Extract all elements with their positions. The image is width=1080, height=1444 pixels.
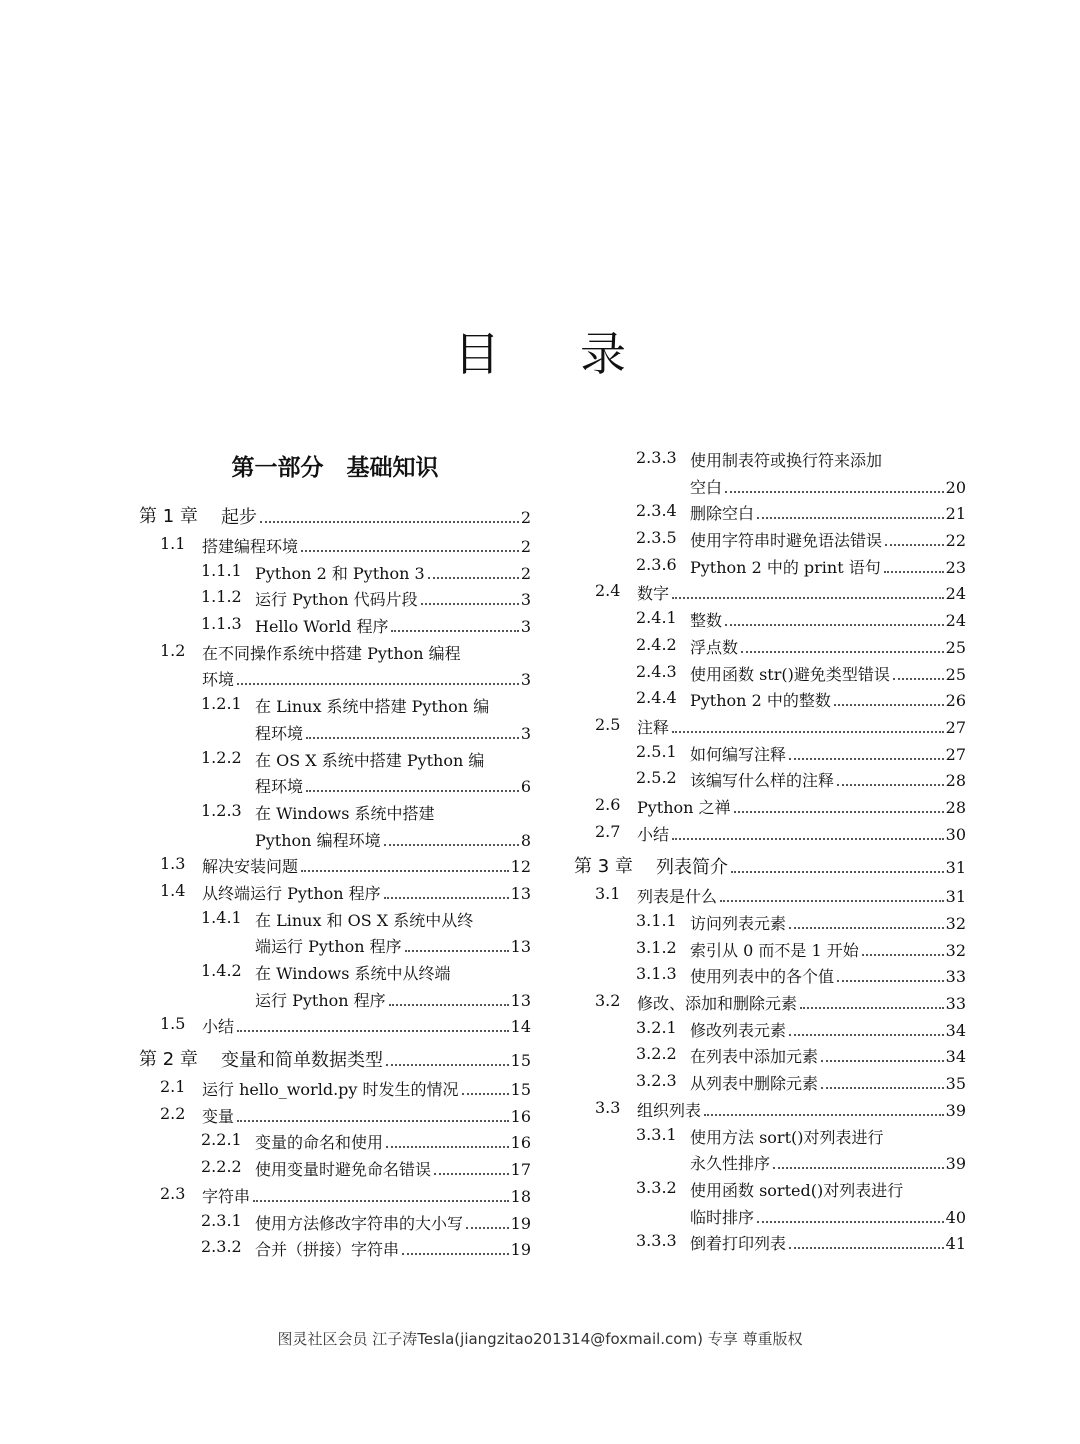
toc-page-number: 13 (510, 937, 531, 957)
toc-entry[interactable] (595, 715, 966, 742)
toc-entry-number: 3.1.2 (636, 937, 677, 957)
toc-page-number: 3 (520, 723, 531, 743)
toc-page-number: 3 (520, 590, 531, 610)
toc-entry-number: 2.3.5 (636, 528, 677, 548)
toc-entry-title: 环境 (202, 670, 235, 690)
toc-entry[interactable] (574, 852, 966, 884)
toc-entry[interactable] (595, 884, 966, 911)
toc-entry-number: 1.3 (160, 854, 186, 874)
toc-page-number: 2 (520, 563, 531, 583)
dot-leader (421, 603, 519, 605)
toc-entry[interactable] (595, 822, 966, 849)
toc-page-number: 28 (945, 771, 966, 791)
toc-entry-title: 浮点数 (690, 637, 739, 657)
toc-entry-title: 从列表中删除元素 (690, 1074, 819, 1094)
toc-entry-title: 使用制表符或换行符来添加 (690, 451, 883, 470)
toc-entry[interactable] (201, 748, 531, 801)
toc-entry[interactable] (139, 502, 531, 534)
toc-entry-title: 修改列表元素 (690, 1020, 787, 1040)
toc-entry[interactable] (636, 688, 966, 715)
toc-entry-title: 使用变量时避免命名错误 (255, 1160, 432, 1180)
toc-page-number: 28 (945, 797, 966, 817)
toc-page-number: 2 (520, 537, 531, 556)
toc-entry[interactable] (636, 742, 966, 769)
toc-entry-number: 3.3.1 (636, 1124, 677, 1144)
dot-leader (402, 1253, 509, 1255)
toc-entry[interactable] (160, 1184, 531, 1211)
toc-entry[interactable] (636, 938, 966, 965)
dot-leader (253, 1200, 509, 1202)
toc-entry-number: 1.2.3 (201, 800, 242, 820)
toc-entry-number: 3.2.1 (636, 1017, 677, 1037)
toc-entry-title: Python 2 中的整数 (690, 691, 831, 711)
toc-entry[interactable] (636, 608, 966, 635)
toc-entry-title: 在 OS X 系统中搭建 Python 编 (255, 750, 485, 770)
toc-right-column (574, 448, 966, 1258)
toc-page-number: 2 (520, 508, 531, 527)
toc-entry-number: 2.2.2 (201, 1157, 242, 1177)
toc-entry[interactable] (636, 1125, 966, 1178)
toc-page-number: 14 (510, 1017, 531, 1037)
toc-entry-number: 第 2 章 (139, 1049, 198, 1071)
dot-leader (741, 651, 944, 653)
toc-entry-title: Python 2 中的 print 语句 (690, 557, 881, 577)
toc-entry-number: 3.2 (595, 991, 621, 1011)
toc-entry-number: 2.4.4 (636, 688, 677, 708)
toc-entry[interactable] (636, 768, 966, 795)
toc-entry-title: 变量的命名和使用 (255, 1133, 384, 1153)
toc-page-number: 26 (945, 691, 966, 711)
toc-entry-number: 第 1 章 (139, 506, 198, 527)
dot-leader (405, 950, 509, 952)
toc-entry[interactable] (636, 501, 966, 528)
toc-entry-number: 3.2.2 (636, 1044, 677, 1064)
toc-page-number: 33 (945, 994, 966, 1014)
toc-entry[interactable] (636, 1231, 966, 1258)
toc-entry-number: 2.3.1 (201, 1210, 242, 1230)
toc-entry-title: 在 Windows 系统中从终端 (255, 964, 451, 983)
toc-entry-title: 永久性排序 (690, 1154, 771, 1174)
toc-page-number: 19 (510, 1213, 531, 1233)
dot-leader (789, 1034, 944, 1036)
dot-leader (672, 838, 944, 840)
toc-entry-title: 程环境 (255, 723, 304, 743)
dot-leader (789, 1247, 944, 1249)
toc-entry-title: 空白 (690, 477, 723, 497)
toc-entry-title: Python 之禅 (637, 797, 731, 817)
toc-entry-title: 使用方法修改字符串的大小写 (255, 1213, 464, 1233)
dot-leader (757, 517, 944, 519)
toc-entry[interactable] (201, 1237, 531, 1264)
toc-page-number: 31 (945, 858, 966, 878)
toc-entry[interactable] (160, 881, 531, 908)
toc-entry-number: 3.2.3 (636, 1071, 677, 1091)
toc-entry[interactable] (636, 555, 966, 582)
toc-entry-title: Hello World 程序 (255, 617, 389, 637)
toc-entry-number: 1.4.2 (201, 961, 242, 980)
dot-leader (466, 1227, 509, 1229)
toc-entry-number: 1.1.2 (201, 587, 242, 607)
toc-entry-title: 使用函数 str()避免类型错误 (690, 664, 890, 684)
dot-leader (386, 1146, 509, 1148)
toc-page-number: 27 (945, 717, 966, 737)
toc-entry-number: 2.3.2 (201, 1237, 242, 1257)
toc-entry-title: 列表是什么 (637, 887, 718, 907)
toc-entry[interactable] (636, 911, 966, 938)
toc-entry-title: 在 Windows 系统中搭建 (255, 803, 435, 823)
dot-leader (720, 900, 944, 902)
toc-entries-left (139, 502, 531, 1264)
toc-entry-number: 2.3.6 (636, 554, 677, 574)
toc-entry-number: 1.4.1 (201, 907, 242, 927)
toc-entry-title: 删除空白 (690, 504, 755, 524)
toc-page-number: 12 (510, 857, 531, 877)
toc-entry-title: 在 Linux 系统中搭建 Python 编 (255, 697, 490, 717)
toc-entry-title: Python 编程环境 (255, 830, 381, 850)
toc-entry-title: 临时排序 (690, 1207, 755, 1227)
toc-page-number: 15 (510, 1051, 531, 1071)
toc-entry-title: 数字 (637, 584, 670, 604)
dot-leader (773, 1167, 944, 1169)
toc-entry-title: 运行 Python 代码片段 (255, 590, 418, 610)
toc-entry-title: 使用字符串时避免语法错误 (690, 531, 883, 551)
toc-page-number: 27 (945, 744, 966, 764)
toc-entry-title: 起步 (221, 507, 257, 528)
toc-entry[interactable] (595, 991, 966, 1018)
dot-leader (731, 871, 944, 873)
toc-page-number: 25 (945, 664, 966, 684)
toc-page-number: 15 (510, 1080, 531, 1100)
toc-entry[interactable] (595, 1098, 966, 1125)
toc-entry-title: 搭建编程环境 (202, 537, 299, 556)
toc-entry[interactable] (636, 635, 966, 662)
dot-leader (260, 521, 519, 523)
toc-page-number: 18 (510, 1186, 531, 1206)
toc-page-number: 21 (945, 504, 966, 524)
toc-entry-title: 运行 hello_world.py 时发生的情况 (202, 1080, 459, 1100)
toc-entry-number: 第 3 章 (574, 856, 633, 878)
toc-page-number: 31 (945, 887, 966, 907)
toc-entry[interactable] (201, 587, 531, 614)
toc-entry[interactable] (636, 1018, 966, 1045)
toc-entry[interactable] (201, 694, 531, 747)
dot-leader (893, 678, 944, 680)
dot-leader (434, 1173, 509, 1175)
toc-page-number: 24 (945, 611, 966, 631)
toc-entry-title: 小结 (202, 1017, 235, 1037)
toc-entry[interactable] (139, 1045, 531, 1077)
toc-entry-number: 2.4.1 (636, 608, 677, 628)
toc-entry-title: 在不同操作系统中搭建 Python 编程 (202, 643, 461, 663)
toc-entry[interactable] (201, 961, 531, 1014)
dot-leader (237, 683, 519, 685)
dot-leader (384, 897, 509, 899)
toc-page-number: 25 (945, 637, 966, 657)
toc-page-number: 20 (945, 477, 966, 497)
toc-entry-title: 解决安装问题 (202, 857, 299, 877)
toc-page-number: 13 (510, 883, 531, 903)
dot-leader (384, 844, 519, 846)
toc-entry-number: 1.5 (160, 1014, 186, 1034)
copyright-footer: 图灵社区会员 江子涛Tesla(jiangzitao201314@foxmail.com) 专享 尊重版权 (277, 1330, 803, 1348)
toc-entry[interactable] (636, 448, 966, 501)
toc-left-column (139, 448, 531, 1264)
toc-entry-title: 运行 Python 程序 (255, 990, 386, 1010)
toc-entry-title: 如何编写注释 (690, 744, 787, 764)
dot-leader (800, 1007, 944, 1009)
dot-leader (428, 577, 519, 579)
toc-entries-right (574, 448, 966, 1258)
toc-entry-number: 1.2 (160, 640, 186, 660)
toc-page-number: 16 (510, 1133, 531, 1153)
toc-entry-number: 1.1.1 (201, 560, 242, 580)
toc-entry[interactable] (160, 641, 531, 694)
toc-page-number: 16 (510, 1106, 531, 1126)
toc-entry[interactable] (201, 614, 531, 641)
dot-leader (386, 1064, 509, 1066)
toc-entry[interactable] (636, 1071, 966, 1098)
toc-entry-title: 小结 (637, 824, 670, 844)
toc-page-number: 24 (945, 584, 966, 604)
toc-entry-number: 2.3 (160, 1183, 186, 1203)
toc-entry-title: 列表简介 (656, 857, 728, 879)
toc-entry[interactable] (636, 964, 966, 991)
dot-leader (734, 811, 944, 813)
toc-entry-title: 使用函数 sorted()对列表进行 (690, 1180, 904, 1200)
toc-entry-title: 在列表中添加元素 (690, 1047, 819, 1067)
toc-entry[interactable] (201, 1211, 531, 1238)
toc-entry-number: 3.1 (595, 884, 621, 904)
toc-page-number: 3 (520, 670, 531, 690)
toc-entry-number: 2.4.3 (636, 661, 677, 681)
toc-entry-number: 2.5.1 (636, 741, 677, 761)
toc-entry-number: 1.1.3 (201, 614, 242, 634)
toc-page-number: 41 (945, 1234, 966, 1254)
toc-entry-number: 2.2 (160, 1103, 186, 1123)
toc-entry-number: 2.5.2 (636, 768, 677, 788)
dot-leader (306, 790, 519, 792)
dot-leader (862, 954, 944, 956)
toc-entry-title: 注释 (637, 717, 670, 737)
toc-page-number: 39 (945, 1154, 966, 1174)
toc-entry-title: 在 Linux 和 OS X 系统中从终 (255, 910, 474, 930)
toc-page-number: 39 (945, 1100, 966, 1120)
toc-page-number: 22 (945, 531, 966, 551)
dot-leader (725, 491, 944, 493)
toc-page-number: 30 (945, 824, 966, 844)
toc-entry-number: 2.1 (160, 1077, 186, 1097)
dot-leader (725, 624, 944, 626)
dot-leader (301, 550, 519, 552)
toc-entry-title: 变量和简单数据类型 (221, 1050, 383, 1072)
toc-page-number: 6 (520, 777, 531, 797)
toc-entry[interactable] (160, 1104, 531, 1131)
dot-leader (789, 927, 944, 929)
toc-entry-number: 1.2.1 (201, 694, 242, 714)
toc-entry-number: 2.4.2 (636, 634, 677, 654)
dot-leader (834, 704, 944, 706)
toc-entry-number: 1.1 (160, 534, 186, 553)
toc-page-number: 3 (520, 617, 531, 637)
dot-leader (462, 1093, 509, 1095)
dot-leader (884, 571, 944, 573)
dot-leader (821, 1087, 944, 1089)
toc-entry-title: 修改、添加和删除元素 (637, 994, 798, 1014)
toc-entry-number: 3.1.1 (636, 911, 677, 930)
toc-page-number: 32 (945, 940, 966, 960)
dot-leader (837, 980, 944, 982)
toc-entry-number: 2.5 (595, 714, 621, 734)
dot-leader (672, 597, 944, 599)
toc-entry-number: 3.1.3 (636, 964, 677, 984)
toc-entry[interactable] (636, 528, 966, 555)
toc-entry-title: 字符串 (202, 1186, 251, 1206)
toc-page-number: 19 (510, 1240, 531, 1260)
toc-page-number: 13 (510, 990, 531, 1010)
toc-entry-title: 整数 (690, 611, 723, 631)
page-title: 目录 (454, 327, 706, 381)
toc-entry[interactable] (201, 1130, 531, 1157)
toc-entry-title: 端运行 Python 程序 (255, 937, 402, 957)
toc-page-number: 35 (945, 1074, 966, 1094)
dot-leader (672, 731, 944, 733)
dot-leader (837, 784, 944, 786)
dot-leader (789, 758, 944, 760)
dot-leader (757, 1221, 944, 1223)
dot-leader (821, 1060, 944, 1062)
toc-entry-number: 2.2.1 (201, 1130, 242, 1150)
toc-entry-title: 访问列表元素 (690, 914, 787, 933)
dot-leader (306, 737, 519, 739)
toc-entry-number: 2.7 (595, 821, 621, 841)
toc-entry[interactable] (201, 1157, 531, 1184)
toc-entry-title: 使用列表中的各个值 (690, 967, 835, 987)
toc-page-number: 8 (520, 830, 531, 850)
toc-entry-title: 合并（拼接）字符串 (255, 1240, 400, 1260)
toc-entry-title: 程环境 (255, 777, 304, 797)
toc-entry-title: 变量 (202, 1106, 235, 1126)
toc-entry[interactable] (160, 854, 531, 881)
toc-page-number: 34 (945, 1047, 966, 1067)
toc-entry[interactable] (636, 1178, 966, 1231)
toc-entry-number: 3.3 (595, 1097, 621, 1117)
toc-page-number: 17 (510, 1160, 531, 1180)
toc-entry[interactable] (636, 1044, 966, 1071)
toc-entry-number: 1.2.2 (201, 747, 242, 767)
toc-entry-number: 2.3.3 (636, 448, 677, 467)
toc-page-number: 34 (945, 1020, 966, 1040)
toc-page-number: 33 (945, 967, 966, 987)
toc-entry-title: Python 2 和 Python 3 (255, 563, 425, 583)
toc-entry-number: 2.6 (595, 794, 621, 814)
toc-entry[interactable] (636, 662, 966, 689)
toc-entry-title: 使用方法 sort()对列表进行 (690, 1127, 884, 1147)
toc-entry[interactable] (160, 1077, 531, 1104)
toc-entry-title: 该编写什么样的注释 (690, 771, 835, 791)
dot-leader (885, 544, 944, 546)
dot-leader (237, 1120, 509, 1122)
toc-entry[interactable] (595, 581, 966, 608)
dot-leader (301, 870, 509, 872)
dot-leader (237, 1030, 509, 1032)
toc-entry-number: 2.3.4 (636, 501, 677, 521)
toc-entry-number: 2.4 (595, 581, 621, 601)
toc-page-number: 40 (945, 1207, 966, 1227)
toc-entry[interactable] (160, 534, 531, 561)
toc-entry-number: 1.4 (160, 880, 186, 900)
toc-entry[interactable] (595, 795, 966, 822)
toc-entry-title: 从终端运行 Python 程序 (202, 883, 381, 903)
dot-leader (391, 630, 518, 632)
dot-leader (704, 1114, 944, 1116)
toc-entry-title: 倒着打印列表 (690, 1234, 787, 1254)
toc-page-number: 23 (945, 557, 966, 577)
toc-entry-number: 3.3.3 (636, 1231, 677, 1251)
part-title: 第一部分 基础知识 (231, 454, 439, 481)
toc-entry[interactable] (201, 561, 531, 588)
toc-entry[interactable] (201, 801, 531, 854)
toc-entry-title: 索引从 0 而不是 1 开始 (690, 940, 859, 960)
toc-entry-title: 组织列表 (637, 1100, 702, 1120)
toc-entry-number: 3.3.2 (636, 1177, 677, 1197)
toc-entry[interactable] (160, 1014, 531, 1041)
toc-page-number: 32 (945, 914, 966, 933)
dot-leader (389, 1004, 509, 1006)
toc-entry[interactable] (201, 908, 531, 961)
